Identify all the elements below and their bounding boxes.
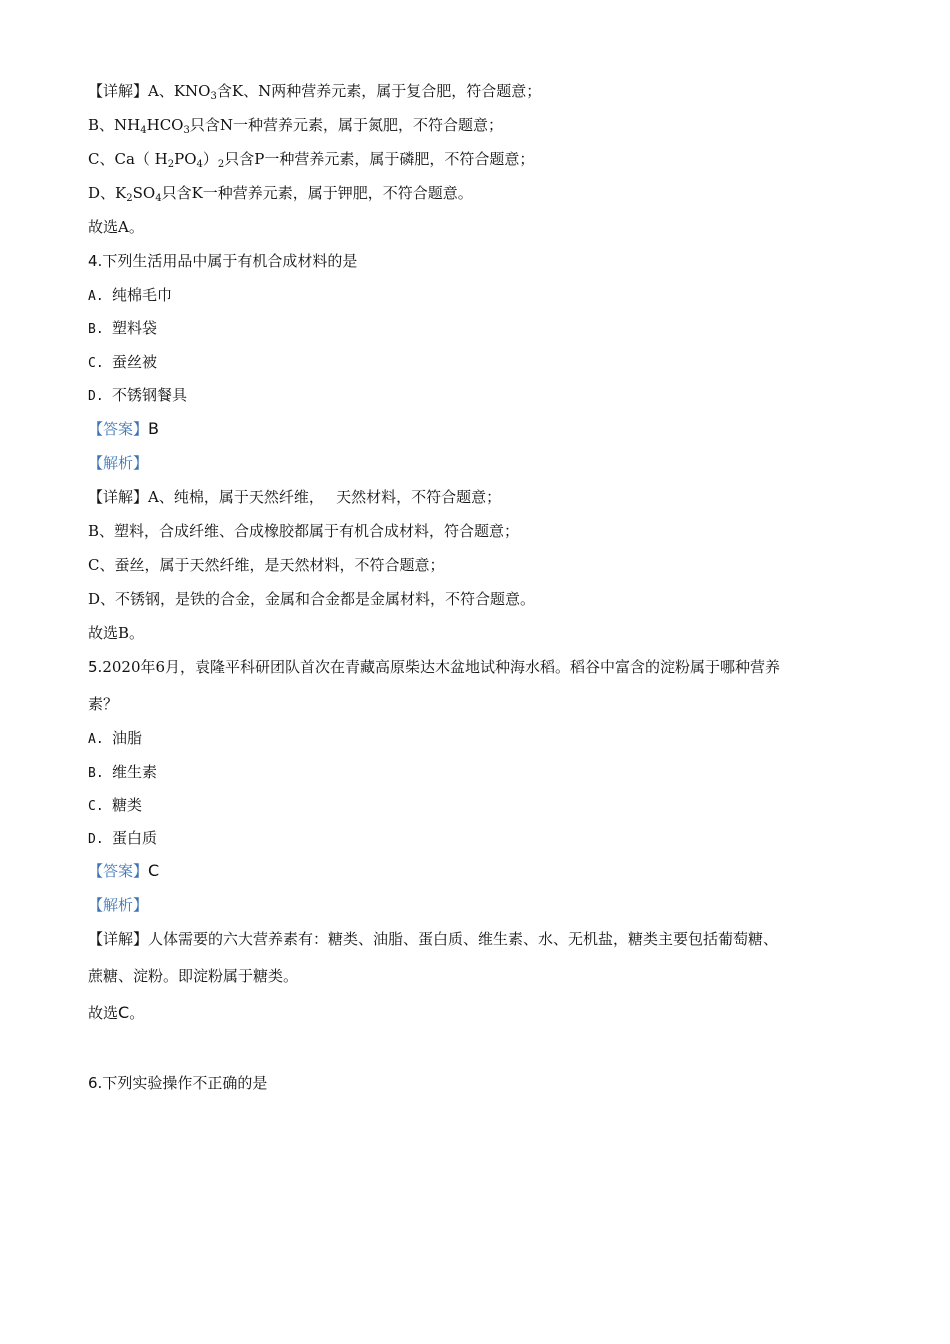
q4-conclusion: 故选B。 bbox=[88, 624, 145, 642]
q4-detail-c: C、蚕丝，属于天然纤维，是天然材料，不符合题意； bbox=[88, 556, 445, 574]
q4-stem: 4.下列生活用品中属于有机合成材料的是 bbox=[88, 252, 358, 270]
q4-option-b: B. 塑料袋 bbox=[88, 319, 158, 337]
q4-answer bbox=[88, 419, 159, 439]
q3-detail-a: 【详解】A、$KNO_3$含K、N两种营养元素，属于复合肥，符合题意； bbox=[88, 82, 542, 102]
q4-analysis-label: 【解析】 bbox=[88, 454, 149, 472]
q5-answer-label: 【答案】 bbox=[88, 862, 149, 880]
q5-detail-line2: 蔗糖、淀粉。即淀粉属于糖类。 bbox=[88, 967, 299, 985]
q5-stem-line2: 素？ bbox=[88, 695, 119, 713]
q4-detail-label: 【详解】 bbox=[88, 488, 149, 506]
q5-detail-line1: 【详解】人体需要的六大营养素有：糖类、油脂、蛋白质、维生素、水、无机盐，糖类主要包括葡萄糖、 bbox=[88, 930, 779, 948]
q5-detail-label: 【详解】 bbox=[88, 930, 149, 948]
q6-stem: 6.下列实验操作不正确的是 bbox=[88, 1074, 268, 1092]
q3-detail-b: B、$NH_4HCO_3$只含N一种营养元素，属于氮肥，不符合题意； bbox=[88, 116, 503, 136]
q4-detail-d: D、不锈钢，是铁的合金，金属和合金都是金属材料，不符合题意。 bbox=[88, 590, 536, 608]
q5-analysis-label: 【解析】 bbox=[88, 896, 149, 914]
q4-answer-label: 【答案】 bbox=[88, 420, 149, 438]
q5-answer bbox=[88, 861, 159, 881]
q5-answer-value: C bbox=[148, 861, 160, 880]
q4-option-d: D. 不锈钢餐具 bbox=[88, 386, 188, 404]
q5-option-d: D. 蛋白质 bbox=[88, 829, 158, 847]
q5-number: 5. bbox=[88, 658, 103, 676]
q3-conclusion: 故选A。 bbox=[88, 218, 144, 236]
q3-detail-c: C、Ca（ $H_2PO_4)_2$只含P一种营养元素，属于磷肥，不符合题意； bbox=[88, 150, 535, 170]
q5-stem-line1: 5.2020年6月，袁隆平科研团队首次在青藏高原柴达木盆地试种海水稻。稻谷中富含的淀粉属于哪种营养 bbox=[88, 658, 781, 676]
q4-detail-b: B、塑料，合成纤维、合成橡胶都属于有机合成材料，符合题意； bbox=[88, 522, 520, 540]
q4-number: 4. bbox=[88, 252, 103, 270]
q4-option-a: A. 纯棉毛巾 bbox=[88, 286, 173, 304]
q3-detail-label: 【详解】 bbox=[88, 82, 149, 100]
q5-option-a: A. 油脂 bbox=[88, 729, 143, 747]
q4-option-c: C. 蚕丝被 bbox=[88, 353, 158, 371]
q4-detail-a: 【详解】A、纯棉，属于天然纤维， 天然材料，不符合题意； bbox=[88, 488, 502, 506]
q6-number: 6. bbox=[88, 1074, 103, 1092]
q5-option-c: C. 糖类 bbox=[88, 796, 143, 814]
q3-detail-d: D、$K_2SO_4$只含K一种营养元素，属于钾肥，不符合题意。 bbox=[88, 184, 473, 204]
q5-option-b: B. 维生素 bbox=[88, 763, 158, 781]
q5-conclusion: 故选C。 bbox=[88, 1003, 145, 1022]
q4-answer-value: B bbox=[148, 419, 159, 438]
